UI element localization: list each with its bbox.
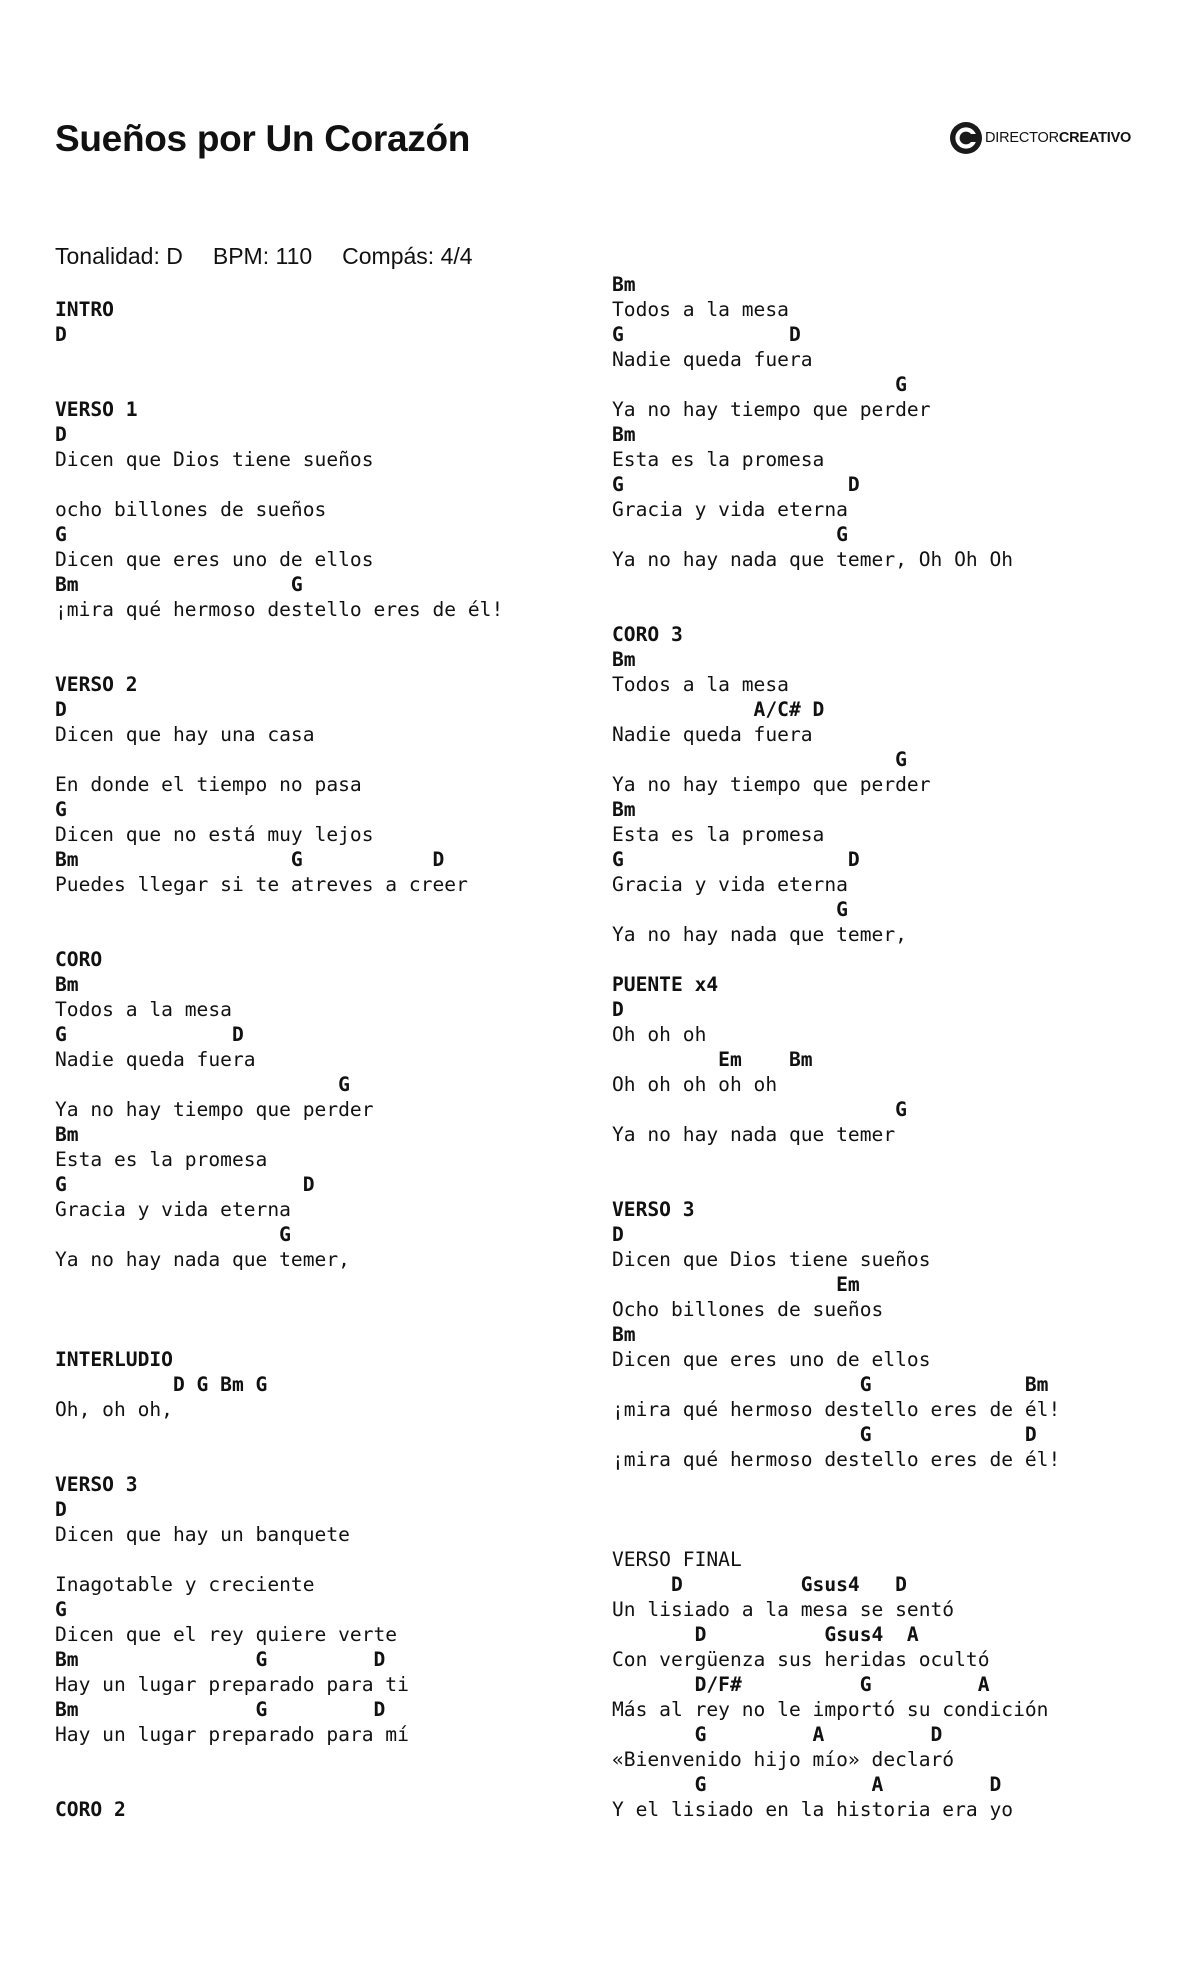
chord-line: G D	[612, 473, 860, 496]
lyric-line: Nadie queda fuera	[612, 723, 813, 746]
song-meta	[55, 243, 503, 270]
blank-line	[55, 1322, 503, 1347]
blank-line	[55, 1447, 503, 1472]
chord-line: G	[612, 898, 848, 921]
lyric-line: Ya no hay tiempo que perder	[612, 773, 931, 796]
chord-line: Bm G D	[55, 1648, 386, 1671]
chord-line: Bm	[612, 648, 636, 671]
section-heading: VERSO 3	[612, 1198, 695, 1221]
lyric-line: Puedes llegar si te atreves a creer	[55, 873, 468, 896]
blank-line	[55, 647, 503, 672]
lyric-line: Dicen que Dios tiene sueños	[612, 1248, 931, 1271]
blank-line	[612, 1147, 1060, 1172]
lyric-line: Ya no hay nada que temer,	[55, 1248, 350, 1271]
section-heading: VERSO 2	[55, 673, 138, 696]
chord-line: D G Bm G	[55, 1373, 268, 1396]
blank-line	[612, 1172, 1060, 1197]
lyric-line: Gracia y vida eterna	[612, 873, 848, 896]
lyric-line: Dicen que hay una casa	[55, 723, 315, 746]
blank-line	[55, 1272, 503, 1297]
blank-line	[55, 922, 503, 947]
chord-line: G Bm	[612, 1373, 1049, 1396]
blank-line	[612, 1522, 1060, 1547]
chord-line: Bm	[55, 1123, 79, 1146]
chord-line: G	[55, 523, 67, 546]
chord-line: G	[612, 373, 907, 396]
chord-line: D	[55, 698, 67, 721]
chord-line: Bm G	[55, 573, 303, 596]
chord-line: G D	[612, 1423, 1037, 1446]
bpm-label: BPM: 110	[212, 243, 313, 269]
section-heading: CORO	[55, 948, 103, 971]
lyric-line: Esta es la promesa	[612, 823, 825, 846]
blank-line	[55, 372, 503, 397]
brand-logo	[950, 122, 1131, 154]
lyric-line: ocho billones de sueños	[55, 498, 327, 521]
lyric-line: Y el lisiado en la historia era yo	[612, 1798, 1014, 1821]
lyric-line: Oh, oh oh,	[55, 1398, 173, 1421]
lyric-line: Nadie queda fuera	[55, 1048, 256, 1071]
lyric-line: Gracia y vida eterna	[612, 498, 848, 521]
chord-line: G D	[612, 848, 860, 871]
chord-line: G	[55, 798, 67, 821]
lyric-line: ¡mira qué hermoso destello eres de él!	[612, 1448, 1061, 1471]
lyric-line: Dicen que Dios tiene sueños	[55, 448, 374, 471]
blank-line	[612, 597, 1060, 622]
blank-line	[55, 897, 503, 922]
song-title: Sueños por Un Corazón	[55, 118, 471, 159]
lyric-line: Ya no hay tiempo que perder	[612, 398, 931, 421]
lyric-line: ¡mira qué hermoso destello eres de él!	[612, 1398, 1061, 1421]
chord-line: D/F# G A	[612, 1673, 990, 1696]
lyric-line: Dicen que eres uno de ellos	[612, 1348, 931, 1371]
chord-line: G	[612, 1098, 907, 1121]
blank-line	[612, 947, 1060, 972]
lyric-line: Nadie queda fuera	[612, 348, 813, 371]
chord-line: D Gsus4 A	[612, 1623, 919, 1646]
lyric-line: Hay un lugar preparado para mí	[55, 1723, 409, 1746]
lyric-line: Más al rey no le importó su condición	[612, 1698, 1049, 1721]
section-heading: CORO 3	[612, 623, 683, 646]
brand-wordmark-bold: CREATIVO	[1058, 130, 1132, 146]
lyric-line: Oh oh oh oh oh	[612, 1073, 778, 1096]
chord-line: Bm G D	[55, 848, 445, 871]
chord-line: G	[55, 1598, 67, 1621]
chord-line: G	[55, 1073, 350, 1096]
chord-line: D	[55, 423, 67, 446]
c-logo-icon	[950, 122, 982, 154]
chord-line: Em	[612, 1273, 860, 1296]
lyric-line: «Bienvenido hijo mío» declaró	[612, 1748, 955, 1771]
lyric-line: Ya no hay nada que temer,	[612, 923, 907, 946]
blank-line	[55, 1547, 503, 1572]
blank-line	[55, 1747, 503, 1772]
chord-line: Bm	[612, 1323, 636, 1346]
brand-wordmark-light: DIRECTOR	[985, 130, 1059, 146]
section-heading: VERSO 1	[55, 398, 138, 421]
lyric-line: Todos a la mesa	[612, 673, 789, 696]
blank-line	[612, 1472, 1060, 1497]
chord-line: G D	[55, 1173, 315, 1196]
lyric-line: Dicen que eres uno de ellos	[55, 548, 374, 571]
chord-line: G A D	[612, 1773, 1002, 1796]
blank-line	[55, 1297, 503, 1322]
lyric-line: Un lisiado a la mesa se sentó	[612, 1598, 955, 1621]
chord-line: D	[55, 323, 67, 346]
chord-line: G	[55, 1223, 291, 1246]
lyric-line: En donde el tiempo no pasa	[55, 773, 362, 796]
blank-line	[55, 347, 503, 372]
chord-line: G D	[612, 323, 801, 346]
left-column	[55, 297, 503, 1822]
section-heading: INTRO	[55, 298, 114, 321]
lyric-line: Esta es la promesa	[55, 1148, 268, 1171]
chord-line: Bm	[55, 973, 79, 996]
chord-line: G D	[55, 1023, 244, 1046]
lyric-line: Hay un lugar preparado para ti	[55, 1673, 409, 1696]
lyric-line: ¡mira qué hermoso destello eres de él!	[55, 598, 504, 621]
chord-line: Bm	[612, 273, 636, 296]
section-heading: CORO 2	[55, 1798, 126, 1821]
blank-line	[55, 622, 503, 647]
chord-line: Bm G D	[55, 1698, 386, 1721]
chord-line: D	[612, 998, 624, 1021]
chord-line: D	[612, 1223, 624, 1246]
right-column	[612, 272, 1060, 1822]
lyric-line: Ya no hay nada que temer	[612, 1123, 896, 1146]
lyric-line: Oh oh oh	[612, 1023, 707, 1046]
key-label: Tonalidad: D	[55, 243, 183, 269]
lyric-line: Esta es la promesa	[612, 448, 825, 471]
section-heading: INTERLUDIO	[55, 1348, 173, 1371]
lyric-line: Dicen que el rey quiere verte	[55, 1623, 398, 1646]
lyric-line: VERSO FINAL	[612, 1548, 742, 1571]
chord-line: D Gsus4 D	[612, 1573, 907, 1596]
chord-line: G A D	[612, 1723, 943, 1746]
chord-line: G	[612, 748, 907, 771]
blank-line	[55, 747, 503, 772]
section-heading: VERSO 3	[55, 1473, 138, 1496]
blank-line	[55, 1772, 503, 1797]
lyric-line: Ya no hay nada que temer, Oh Oh Oh	[612, 548, 1014, 571]
lyric-line: Dicen que no está muy lejos	[55, 823, 374, 846]
chord-line: Bm	[612, 423, 636, 446]
lyric-line: Ocho billones de sueños	[612, 1298, 884, 1321]
blank-line	[612, 1497, 1060, 1522]
blank-line	[55, 472, 503, 497]
lyric-line: Dicen que hay un banquete	[55, 1523, 350, 1546]
lyric-line: Con vergüenza sus heridas ocultó	[612, 1648, 990, 1671]
lyric-line: Gracia y vida eterna	[55, 1198, 291, 1221]
section-heading: PUENTE x4	[612, 973, 719, 996]
chord-line: Bm	[612, 798, 636, 821]
blank-line	[55, 1422, 503, 1447]
chord-line: Em Bm	[612, 1048, 813, 1071]
chord-line: G	[612, 523, 848, 546]
time-signature-label: Compás: 4/4	[342, 243, 473, 269]
lyric-line: Inagotable y creciente	[55, 1573, 315, 1596]
brand-wordmark	[985, 130, 1131, 146]
blank-line	[612, 572, 1060, 597]
lyric-line: Ya no hay tiempo que perder	[55, 1098, 374, 1121]
lyric-line: Todos a la mesa	[55, 998, 232, 1021]
chord-line: D	[55, 1498, 67, 1521]
chord-line: A/C# D	[612, 698, 825, 721]
lyric-line: Todos a la mesa	[612, 298, 789, 321]
